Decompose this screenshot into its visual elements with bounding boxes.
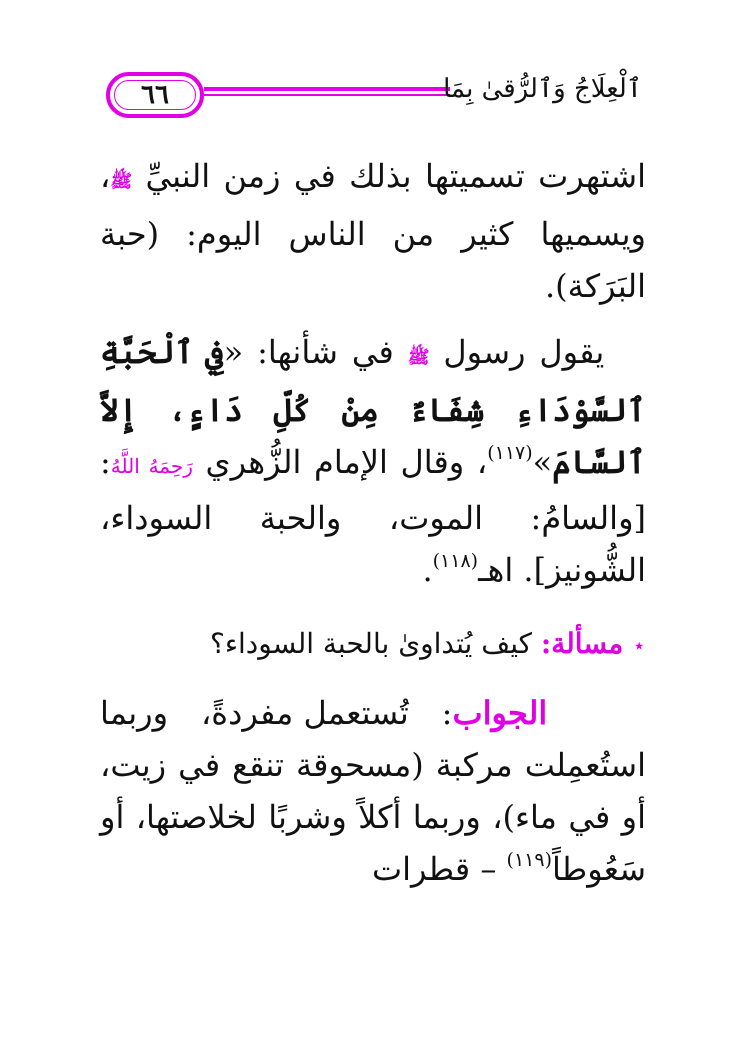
salawat-glyph: ﷺ: [110, 171, 133, 192]
paragraph-2-intro2: في شأنها: «: [223, 333, 394, 371]
page-number-badge: [106, 72, 204, 118]
header-rule: [204, 87, 450, 97]
answer-label: الجواب: [452, 694, 548, 732]
footnote-ref-119[interactable]: (١١٩): [506, 849, 552, 871]
rahimahullah-glyph: رَحِمَهُ اللَّهُ: [110, 454, 193, 478]
page-body: [100, 150, 646, 895]
footnote-ref-118[interactable]: (١١٨): [432, 550, 479, 572]
salawat-glyph: ﷺ: [407, 347, 430, 368]
paragraph-2: [100, 326, 646, 596]
question-label: مسألة:: [540, 627, 624, 660]
question-line: [100, 618, 646, 673]
footnote-ref-117[interactable]: (١١٧): [487, 442, 533, 464]
hadith-text: فِي ٱلْحَبَّةِ ٱلسَّوْدَاءِ شِفَاءٌ مِنْ كُلِّ دَاءٍ، إِلاَّ ٱلسَّامَ: [100, 333, 646, 481]
paragraph-1: [100, 150, 646, 312]
star-icon: ⋆: [632, 634, 646, 659]
paragraph-2-after: : [والسامُ: الموت، والحبة السوداء، الشُّونيز]. اهـ: [100, 443, 646, 589]
page-header: [106, 68, 642, 128]
answer-paragraph: [100, 687, 646, 895]
answer-text-end: – قطرات: [371, 850, 497, 888]
page-number: ٦٦: [141, 80, 169, 110]
question-text: كيف يُتداوىٰ بالحبة السوداء؟: [209, 627, 533, 660]
paragraph-2-intro: يقول رسول: [443, 333, 605, 371]
hadith-close-quote: »: [532, 443, 553, 481]
paragraph-1-text: اشتهرت تسميتها بذلك في زمن النبيِّ: [145, 157, 647, 195]
answer-text: تُستعمل مفردةً، وربما استُعمِلت مركبة (مسحوقة تنقع في زيت، أو في ماء)، وربما أكلاً وشربًا لخلاصتها، أو سَعُوطاً: [100, 694, 646, 888]
paragraph-1-text-after: ، ويسميها كثير من الناس اليوم: (حبة البَرَكة).: [100, 157, 646, 305]
paragraph-2-end: .: [422, 551, 433, 589]
header-rule-thin: [204, 94, 450, 96]
paragraph-2-mid: ، وقال الإمام الزُّهري: [205, 443, 488, 481]
header-rule-thick: [204, 87, 450, 91]
answer-colon: :: [441, 694, 453, 732]
running-title: ٱلْعِلَاجُ وَٱلرُّقىٰ بِمَا: [443, 74, 642, 104]
